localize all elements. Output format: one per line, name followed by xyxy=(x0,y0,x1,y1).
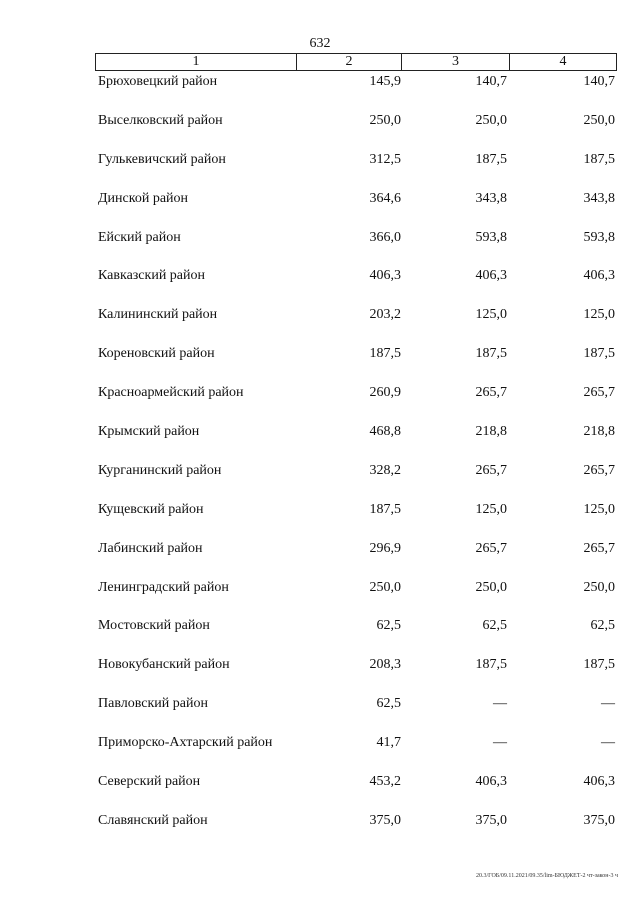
value-col-3: 265,7 xyxy=(475,385,507,401)
value-col-2: 366,0 xyxy=(369,229,401,245)
table-row xyxy=(95,734,617,773)
value-col-4: 375,0 xyxy=(583,812,615,828)
table-row xyxy=(95,656,617,695)
value-col-4: — xyxy=(601,735,615,751)
value-col-3: 187,5 xyxy=(475,151,507,167)
value-col-4: 265,7 xyxy=(583,462,615,478)
value-col-3: 140,7 xyxy=(475,74,507,89)
district-name: Кущевский район xyxy=(98,501,204,517)
value-col-4: 187,5 xyxy=(583,346,615,362)
table-row xyxy=(95,462,617,501)
page-number: 632 xyxy=(309,36,331,51)
value-col-3: 375,0 xyxy=(475,812,507,828)
district-name: Гулькевичский район xyxy=(98,151,226,167)
value-col-3: 265,7 xyxy=(475,540,507,556)
value-col-3: 250,0 xyxy=(475,579,507,595)
value-col-4: 62,5 xyxy=(590,618,615,634)
table-row xyxy=(95,423,617,462)
value-col-2: 250,0 xyxy=(369,579,401,595)
value-col-4: 593,8 xyxy=(583,229,615,245)
value-col-3: — xyxy=(493,696,507,712)
value-col-2: 208,3 xyxy=(369,657,401,673)
value-col-2: 187,5 xyxy=(369,501,401,517)
table-row xyxy=(95,773,617,812)
value-col-4: 125,0 xyxy=(583,501,615,517)
value-col-2: 328,2 xyxy=(369,462,401,478)
value-col-3: 593,8 xyxy=(475,229,507,245)
value-col-2: 250,0 xyxy=(369,112,401,128)
district-name: Брюховецкий район xyxy=(98,74,218,89)
value-col-4: 218,8 xyxy=(583,424,615,440)
district-name: Кавказский район xyxy=(98,268,206,284)
value-col-2: 364,6 xyxy=(369,190,401,206)
table-row xyxy=(95,267,617,306)
table-header xyxy=(95,53,617,71)
column-header-2: 2 xyxy=(297,54,402,70)
table-body xyxy=(95,73,617,851)
value-col-3: — xyxy=(493,735,507,751)
district-name: Мостовский район xyxy=(98,618,210,634)
value-col-2: 41,7 xyxy=(376,735,401,751)
table-row xyxy=(95,306,617,345)
district-name: Приморско-Ахтарский район xyxy=(98,735,273,751)
value-col-4: 343,8 xyxy=(583,190,615,206)
column-header-1: 1 xyxy=(96,54,297,70)
table-row xyxy=(95,112,617,151)
value-col-4: 406,3 xyxy=(583,268,615,284)
value-col-3: 125,0 xyxy=(475,307,507,323)
value-col-2: 62,5 xyxy=(376,618,401,634)
table-row xyxy=(95,190,617,229)
value-col-2: 406,3 xyxy=(369,268,401,284)
table-row xyxy=(95,151,617,190)
document-footer-code: 20.3/ГОБ/09.11.2021/09.35/lim-БЮДЖЕТ-2 чт-закон-3 ч xyxy=(475,873,618,879)
value-col-2: 62,5 xyxy=(376,696,401,712)
value-col-4: 187,5 xyxy=(583,151,615,167)
value-col-4: 406,3 xyxy=(583,774,615,790)
value-col-2: 453,2 xyxy=(369,774,401,790)
value-col-3: 187,5 xyxy=(475,657,507,673)
district-name: Лабинский район xyxy=(98,540,203,556)
value-col-3: 250,0 xyxy=(475,112,507,128)
district-name: Динской район xyxy=(98,190,189,206)
value-col-4: 265,7 xyxy=(583,540,615,556)
district-name: Курганинский район xyxy=(98,462,222,478)
value-col-3: 125,0 xyxy=(475,501,507,517)
value-col-2: 145,9 xyxy=(369,74,401,89)
table-row xyxy=(95,384,617,423)
table-row xyxy=(95,345,617,384)
table-row xyxy=(95,73,617,112)
value-col-2: 296,9 xyxy=(369,540,401,556)
district-name: Ейский район xyxy=(98,229,181,245)
value-col-3: 62,5 xyxy=(482,618,507,634)
district-name: Крымский район xyxy=(98,424,200,440)
value-col-2: 260,9 xyxy=(369,385,401,401)
value-col-2: 203,2 xyxy=(369,307,401,323)
table-row xyxy=(95,812,617,851)
district-name: Ленинградский район xyxy=(98,579,229,595)
district-name: Павловский район xyxy=(98,696,208,712)
column-header-4: 4 xyxy=(559,54,567,69)
value-col-3: 265,7 xyxy=(475,462,507,478)
district-name: Выселковский район xyxy=(98,112,223,128)
table-row xyxy=(95,695,617,734)
table-row xyxy=(95,579,617,618)
district-name: Кореновский район xyxy=(98,346,215,362)
value-col-4: 250,0 xyxy=(583,579,615,595)
table-row xyxy=(95,540,617,579)
district-name: Калининский район xyxy=(98,307,218,323)
district-name: Северский район xyxy=(98,774,201,790)
district-name: Славянский район xyxy=(98,812,208,828)
column-header-3: 3 xyxy=(402,54,510,70)
value-col-3: 218,8 xyxy=(475,424,507,440)
value-col-2: 375,0 xyxy=(369,812,401,828)
value-col-3: 406,3 xyxy=(475,774,507,790)
table-row xyxy=(95,501,617,540)
value-col-4: 265,7 xyxy=(583,385,615,401)
value-col-2: 468,8 xyxy=(369,424,401,440)
table-row xyxy=(95,617,617,656)
value-col-4: 140,7 xyxy=(583,74,615,89)
value-col-3: 343,8 xyxy=(475,190,507,206)
value-col-4: 250,0 xyxy=(583,112,615,128)
value-col-3: 187,5 xyxy=(475,346,507,362)
value-col-3: 406,3 xyxy=(475,268,507,284)
value-col-2: 312,5 xyxy=(369,151,401,167)
table-row xyxy=(95,229,617,268)
value-col-4: 125,0 xyxy=(583,307,615,323)
value-col-4: 187,5 xyxy=(583,657,615,673)
district-name: Красноармейский район xyxy=(98,385,244,401)
district-name: Новокубанский район xyxy=(98,657,230,673)
value-col-2: 187,5 xyxy=(369,346,401,362)
value-col-4: — xyxy=(601,696,615,712)
